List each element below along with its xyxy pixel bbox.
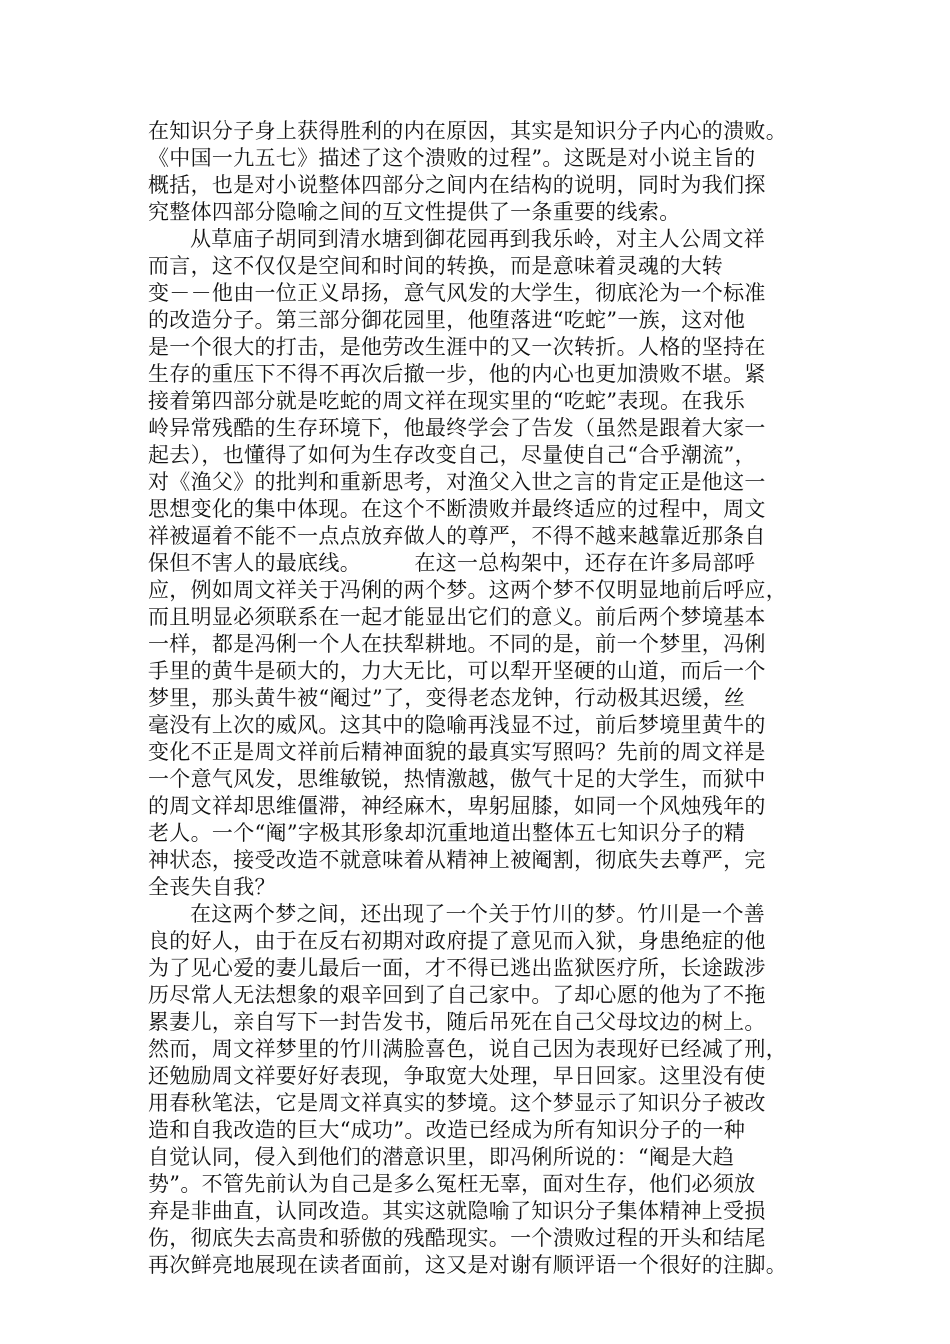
text-line: 累妻儿，亲自写下一封告发书，随后吊死在自己父母坟边的树上。 — [148, 1010, 766, 1034]
text-line: 应，例如周文祥关于冯俐的两个梦。这两个梦不仅明显地前后呼应， — [148, 578, 787, 602]
paragraph-start-line: 在这两个梦之间，还出现了一个关于竹川的梦。竹川是一个善 — [190, 902, 766, 926]
text-line: 一个意气风发，思维敏锐，热情激越，傲气十足的大学生，而狱中 — [148, 767, 766, 791]
text-line: 为了见心爱的妻儿最后一面，才不得已逃出监狱医疗所，长途跋涉 — [148, 956, 766, 980]
paragraph-start-line: 从草庙子胡同到清水塘到御花园再到我乐岭，对主人公周文祥 — [190, 227, 766, 251]
text-line: 还勉励周文祥要好好表现，争取宽大处理，早日回家。这里没有使 — [148, 1064, 766, 1088]
text-line: 概括，也是对小说整体四部分之间内在结构的说明，同时为我们探 — [148, 173, 766, 197]
text-line: 究整体四部分隐喻之间的互文性提供了一条重要的线索。 — [148, 200, 681, 224]
text-line: 老人。一个“阉”字极其形象却沉重地道出整体五七知识分子的精 — [148, 821, 746, 845]
text-line: 的改造分子。第三部分御花园里，他堕落进“吃蛇”一族，这对他 — [148, 308, 746, 332]
text-line: 祥被逼着不能不一点点放弃做人的尊严，不得不越来越靠近那条自 — [148, 524, 766, 548]
text-line: 在知识分子身上获得胜利的内在原因，其实是知识分子内心的溃败。 — [148, 119, 787, 143]
text-line: 手里的黄牛是硕大的，力大无比，可以犁开坚硬的山道，而后一个 — [148, 659, 766, 683]
text-line: 的周文祥却思维僵滞，神经麻木，卑躬屈膝，如同一个风烛残年的 — [148, 794, 766, 818]
text-line: 《中国一九五七》描述了这个溃败的过程”。这既是对小说主旨的 — [148, 146, 756, 170]
text-line: 用春秋笔法，它是周文祥真实的梦境。这个梦显示了知识分子被改 — [148, 1091, 766, 1115]
text-line: 造和自我改造的巨大“成功”。改造已经成为所有知识分子的一种 — [148, 1118, 746, 1142]
text-line: 而且明显必须联系在一起才能显出它们的意义。前后两个梦境基本 — [148, 605, 766, 629]
text-line: 接着第四部分就是吃蛇的周文祥在现实里的“吃蛇”表现。在我乐 — [148, 389, 746, 413]
text-line: 伤，彻底失去高贵和骄傲的残酷现实。一个溃败过程的开头和结尾 — [148, 1226, 766, 1250]
text-line: 是一个很大的打击，是他劳改生涯中的又一次转折。人格的坚持在 — [148, 335, 766, 359]
text-line: 而言，这不仅仅是空间和时间的转换，而是意味着灵魂的大转 — [148, 254, 724, 278]
text-line: 梦里，那头黄牛被“阉过”了，变得老态龙钟，行动极其迟缓，丝 — [148, 686, 746, 710]
body-text — [148, 118, 808, 1279]
text-line: 再次鲜亮地展现在读者面前，这又是对谢有顺评语一个很好的注脚。 — [148, 1253, 787, 1277]
text-line: 毫没有上次的威风。这其中的隐喻再浅显不过，前后梦境里黄牛的 — [148, 713, 766, 737]
text-line: 起去），也懂得了如何为生存改变自己，尽量使自己“合乎潮流”， — [148, 443, 756, 467]
text-line: 保但不害人的最底线。 在这一总构架中，还存在许多局部呼 — [148, 551, 756, 575]
text-line: 弃是非曲直，认同改造。其实这就隐喻了知识分子集体精神上受损 — [148, 1199, 766, 1223]
text-line: 良的好人，由于在反右初期对政府提了意见而入狱，身患绝症的他 — [148, 929, 766, 953]
text-line: 全丧失自我？ — [148, 875, 276, 899]
text-line: 对《渔父》的批判和重新思考，对渔父入世之言的肯定正是他这一 — [148, 470, 766, 494]
text-line: 自觉认同，侵入到他们的潜意识里，即冯俐所说的：“阉是大趋 — [148, 1145, 735, 1169]
text-line: 历尽常人无法想象的艰辛回到了自己家中。了却心愿的他为了不拖 — [148, 983, 766, 1007]
text-line: 思想变化的集中体现。在这个不断溃败并最终适应的过程中，周文 — [148, 497, 766, 521]
text-line: 生存的重压下不得不再次后撤一步，他的内心也更加溃败不堪。紧 — [148, 362, 766, 386]
text-line: 一样，都是冯俐一个人在扶犁耕地。不同的是，前一个梦里，冯俐 — [148, 632, 766, 656]
text-line: 然而，周文祥梦里的竹川满脸喜色，说自己因为表现好已经减了刑， — [148, 1037, 787, 1061]
text-line: 岭异常残酷的生存环境下，他最终学会了告发（虽然是跟着大家一 — [148, 416, 766, 440]
text-line: 变－－他由一位正义昂扬，意气风发的大学生，彻底沦为一个标准 — [148, 281, 766, 305]
text-line: 变化不正是周文祥前后精神面貌的最真实写照吗？先前的周文祥是 — [148, 740, 766, 764]
text-line: 势”。不管先前认为自己是多么冤枉无辜，面对生存，他们必须放 — [148, 1172, 756, 1196]
text-line: 神状态，接受改造不就意味着从精神上被阉割，彻底失去尊严，完 — [148, 848, 766, 872]
